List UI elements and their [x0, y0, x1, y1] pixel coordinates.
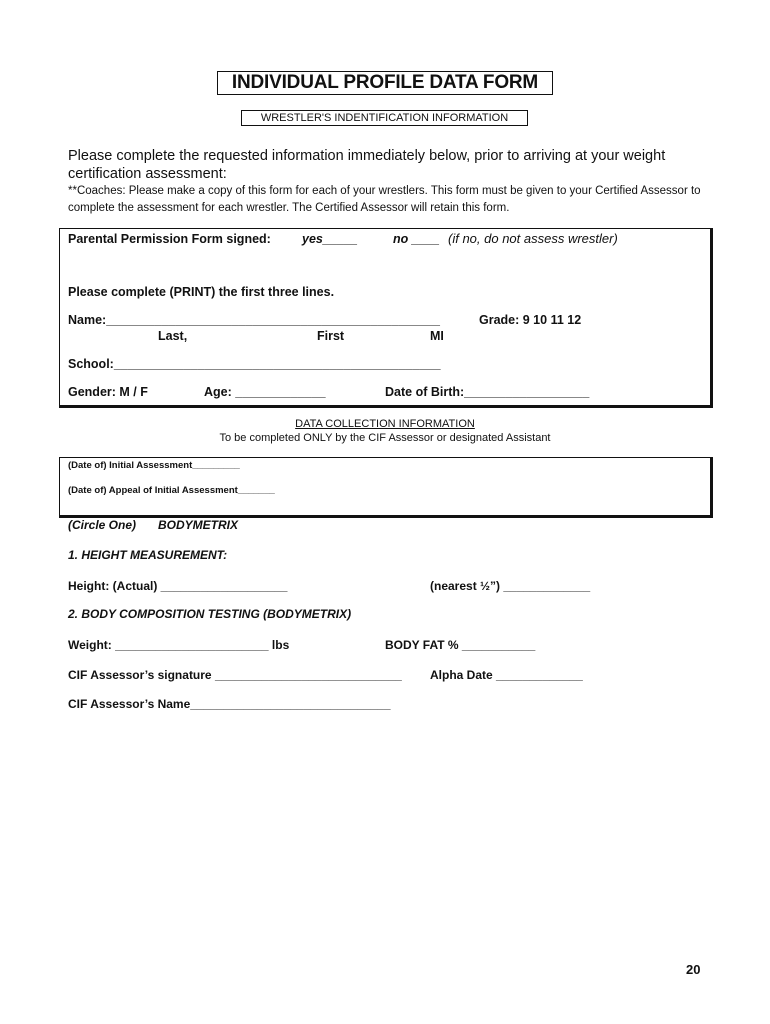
initial-assessment-field: (Date of) Initial Assessment_________ [68, 460, 240, 471]
school-field: School:_______________________________________________ [68, 357, 441, 371]
name-field: Name:________________________________________________ [68, 313, 440, 327]
permission-note: (if no, do not assess wrestler) [448, 231, 618, 246]
name-sub-mi: MI [430, 329, 444, 343]
form-title: INDIVIDUAL PROFILE DATA FORM [217, 71, 553, 95]
grade-options: Grade: 9 10 11 12 [479, 313, 582, 327]
body-fat-field: BODY FAT % ___________ [385, 638, 536, 652]
page-number: 20 [686, 962, 701, 977]
height-heading: 1. HEIGHT MEASUREMENT: [68, 548, 228, 562]
gender-field: Gender: M / F [68, 385, 148, 399]
assessor-signature-field: CIF Assessor’s signature ____________________________ [68, 668, 402, 682]
coaches-note: **Coaches: Please make a copy of this form for each of your wrestlers. This form must be given to your Certified Assessor to complete the assessment for each wrestler. The Certified Assessor will retain this form. [68, 185, 701, 214]
permission-label: Parental Permission Form signed: [68, 232, 271, 246]
form-subtitle: WRESTLER'S INDENTIFICATION INFORMATION [241, 110, 528, 126]
name-sub-last: Last, [158, 329, 188, 343]
circle-one-label: (Circle One) [68, 518, 137, 532]
permission-no: no ____ [393, 232, 440, 246]
permission-yes: yes_____ [302, 232, 358, 246]
data-collection-heading: DATA COLLECTION INFORMATION [295, 418, 475, 430]
assessor-name-field: CIF Assessor’s Name______________________________ [68, 697, 391, 711]
alpha-date-field: Alpha Date _____________ [430, 668, 583, 682]
name-sub-first: First [317, 329, 345, 343]
data-collection-subheading: To be completed ONLY by the CIF Assessor or designated Assistant [219, 432, 551, 444]
height-nearest-field: (nearest ½”) _____________ [430, 579, 591, 593]
age-field: Age: _____________ [204, 385, 326, 399]
appeal-assessment-field: (Date of) Appeal of Initial Assessment_______ [68, 485, 275, 496]
intro-text: Please complete the requested information immediately below, prior to arriving at your weight certification assessment: [68, 148, 666, 182]
height-actual-field: Height: (Actual) ___________________ [68, 579, 288, 593]
method-label: BODYMETRIX [158, 518, 239, 532]
body-composition-heading: 2. BODY COMPOSITION TESTING (BODYMETRIX) [68, 607, 352, 621]
dob-field: Date of Birth:__________________ [385, 385, 590, 399]
print-instruction: Please complete (PRINT) the first three lines. [68, 285, 335, 299]
weight-field: Weight: _______________________ lbs [68, 638, 290, 652]
